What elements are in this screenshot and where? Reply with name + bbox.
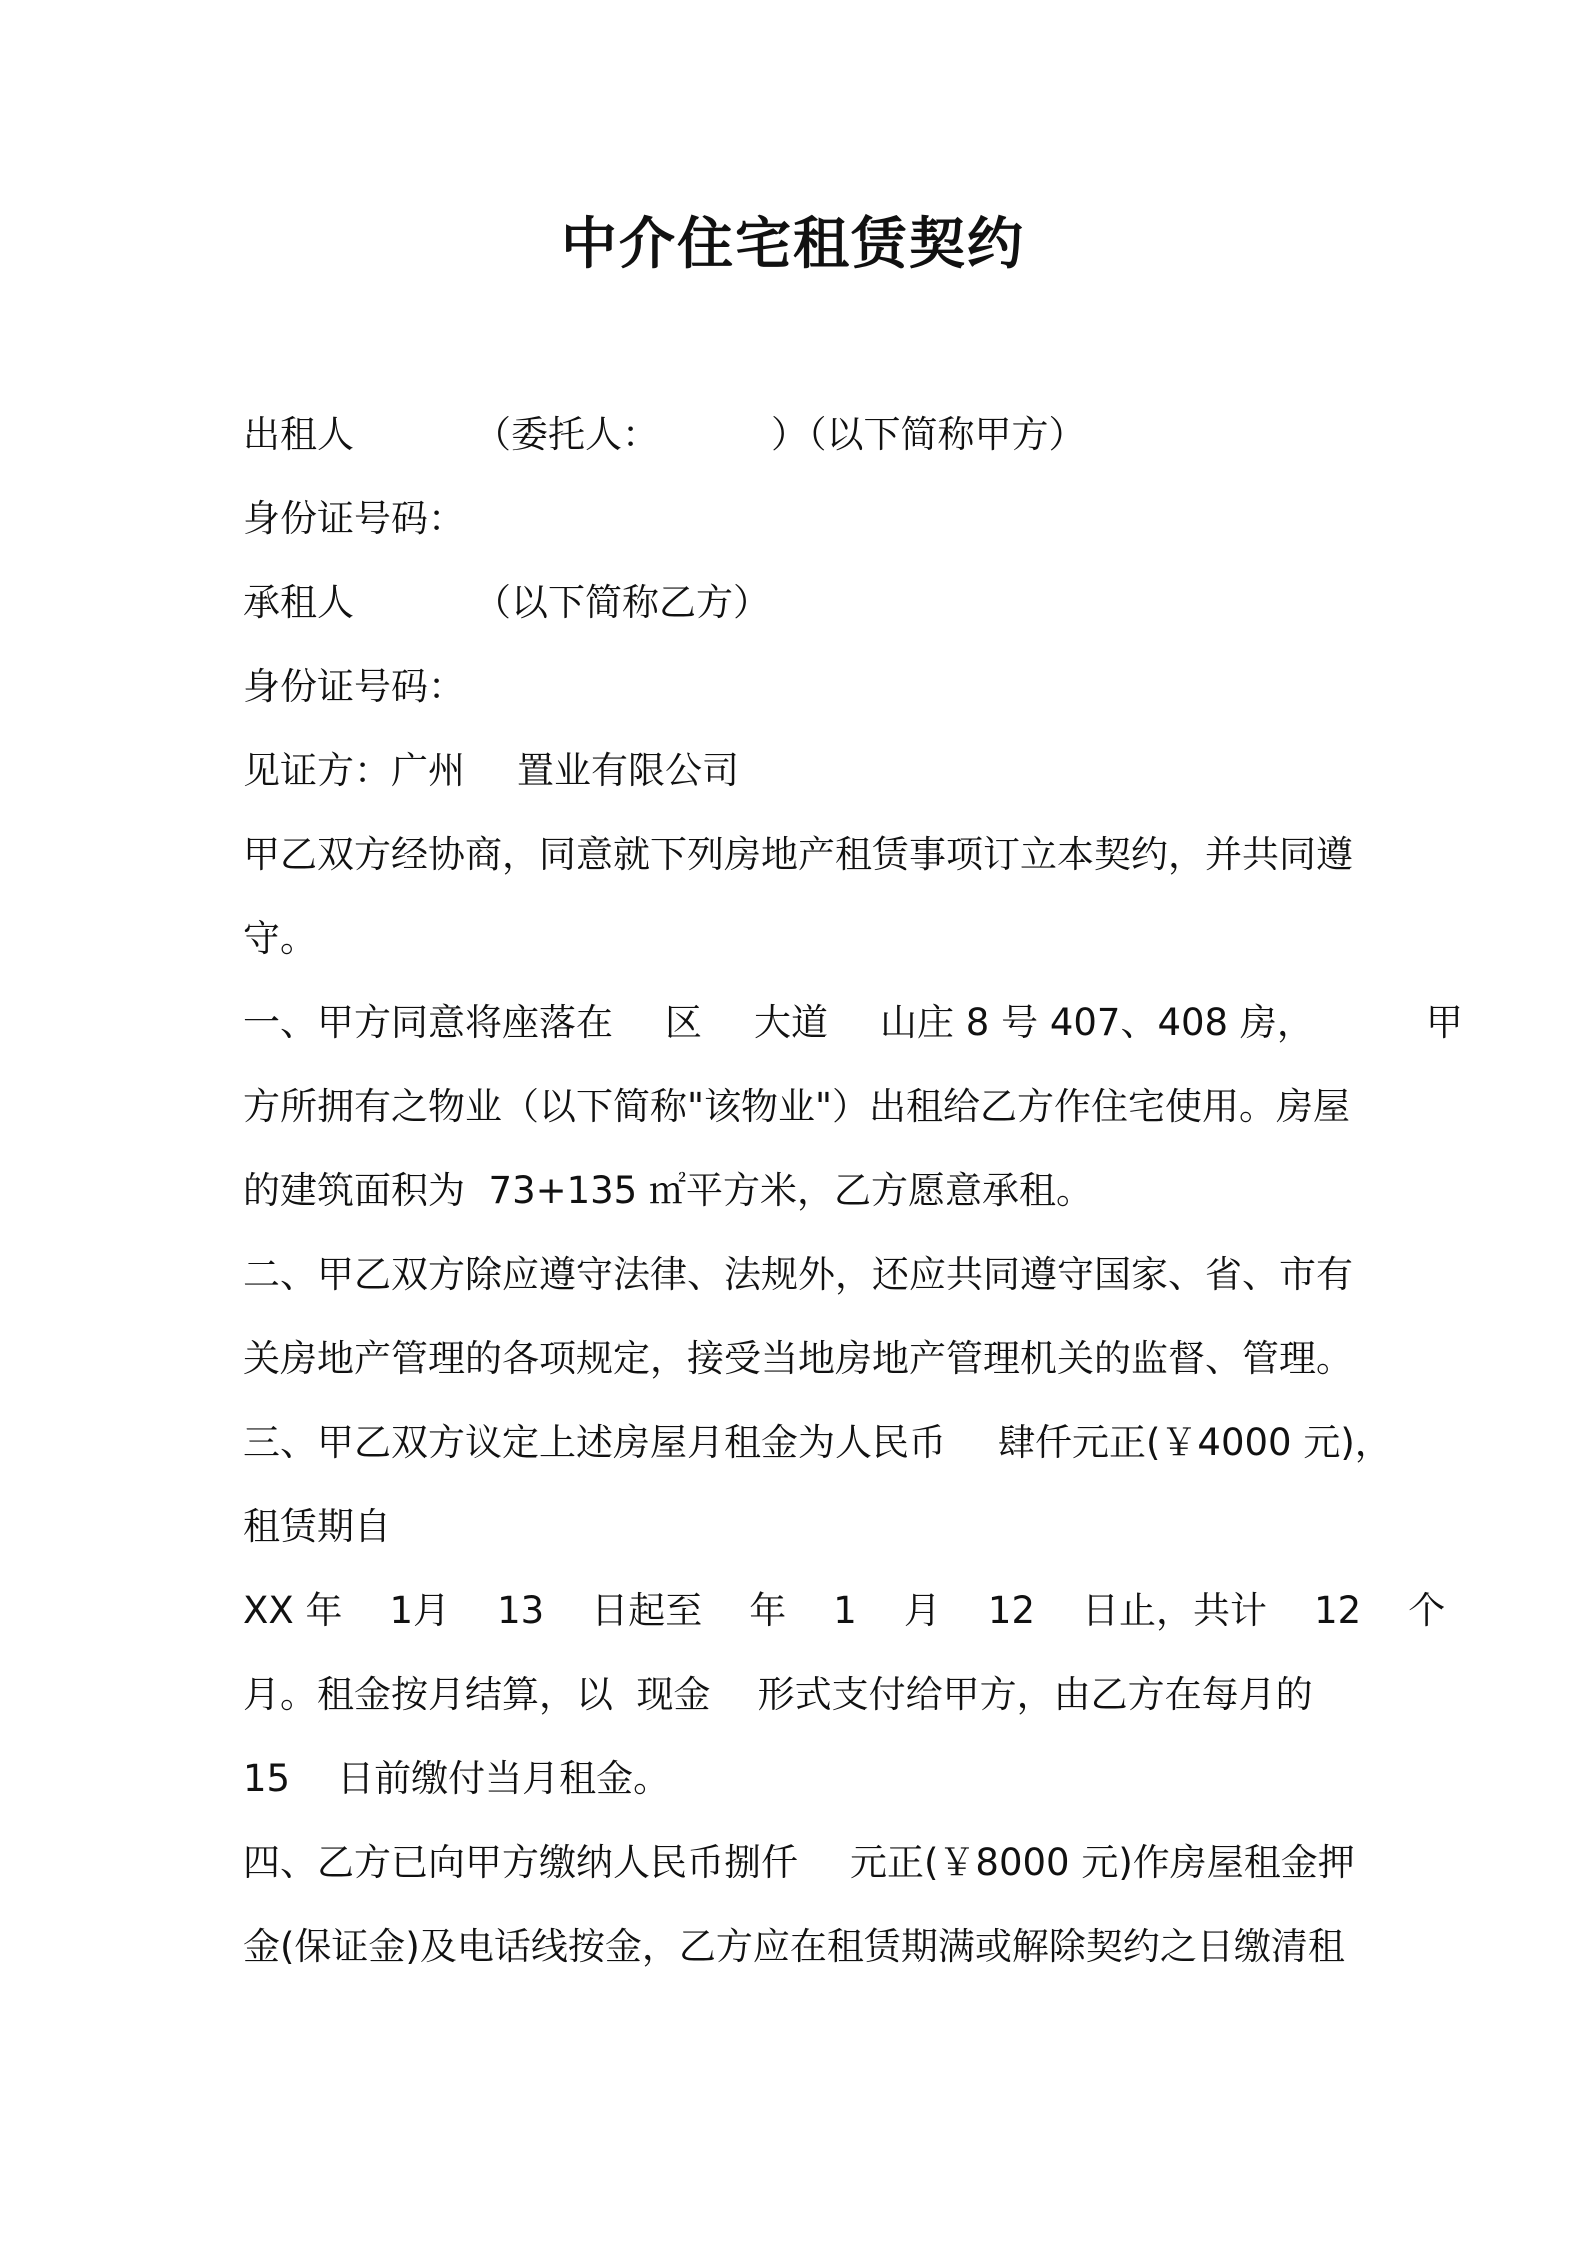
witness-line	[243, 741, 739, 801]
lessor-line	[243, 405, 1086, 465]
clause1-line-2: 方所拥有之物业（以下简称"该物业"）出租给乙方作住宅使用。房屋	[243, 1085, 1351, 1128]
clause1-part-2: 区	[665, 1001, 702, 1044]
clause3-line-3: XX 年 1月 13 日起至 年 1 月 12 日止，共计 12 个	[243, 1589, 1446, 1632]
witness-company: 置业有限公司	[517, 749, 739, 792]
clause4-line-2: 金(保证金)及电话线按金，乙方应在租赁期满或解除契约之日缴清租	[243, 1925, 1345, 1968]
witness-label: 见证方：广州	[243, 749, 465, 792]
clause4-part-2: 元正(￥8000 元)作房屋租金押	[850, 1841, 1355, 1884]
clause3-line-4: 月。租金按月结算，以 现金 形式支付给甲方，由乙方在每月的	[243, 1673, 1313, 1716]
lessor-id-line	[243, 489, 465, 549]
clause1-line-3: 的建筑面积为 73+135 ㎡平方米，乙方愿意承租。	[243, 1169, 1093, 1212]
intro-line-2: 守。	[243, 917, 317, 960]
clause3-line-2: 租赁期自	[243, 1505, 391, 1548]
lessee-alias: （以下简称乙方）	[474, 581, 770, 624]
lessor-agent: （委托人：	[474, 413, 659, 456]
lessor-label: 出租人	[243, 413, 354, 456]
clause1-part-1: 一、甲方同意将座落在	[243, 1001, 613, 1044]
clause3-part-2: 肆仟元正(￥4000 元)，	[998, 1421, 1392, 1464]
clause3-line-1	[243, 1413, 1392, 1473]
lessee-id-label: 身份证号码：	[243, 665, 465, 708]
lessor-id-label: 身份证号码：	[243, 497, 465, 540]
intro-line-1: 甲乙双方经协商，同意就下列房地产租赁事项订立本契约，并共同遵	[243, 833, 1353, 876]
clause3-line-5: 15 日前缴付当月租金。	[243, 1757, 671, 1800]
lessor-alias: ）（以下简称甲方）	[771, 413, 1086, 456]
clause4-line-1	[243, 1833, 1355, 1893]
clause1-line-1	[243, 993, 1463, 1053]
clause3-part-1: 三、甲乙双方议定上述房屋月租金为人民币	[243, 1421, 946, 1464]
clause2-line-1: 二、甲乙双方除应遵守法律、法规外，还应共同遵守国家、省、市有	[243, 1253, 1353, 1296]
document-title: 中介住宅租赁契约	[561, 212, 1025, 277]
clause1-part-4: 山庄 8 号 407、408 房，	[880, 1001, 1314, 1044]
clause2-line-2: 关房地产管理的各项规定，接受当地房地产管理机关的监督、管理。	[243, 1337, 1353, 1380]
lessee-id-line	[243, 657, 465, 717]
clause1-part-3: 大道	[754, 1001, 828, 1044]
lessee-line	[243, 573, 770, 633]
clause4-part-1: 四、乙方已向甲方缴纳人民币捌仟	[243, 1841, 798, 1884]
clause1-part-5: 甲	[1425, 1001, 1463, 1044]
lessee-label: 承租人	[243, 581, 354, 624]
